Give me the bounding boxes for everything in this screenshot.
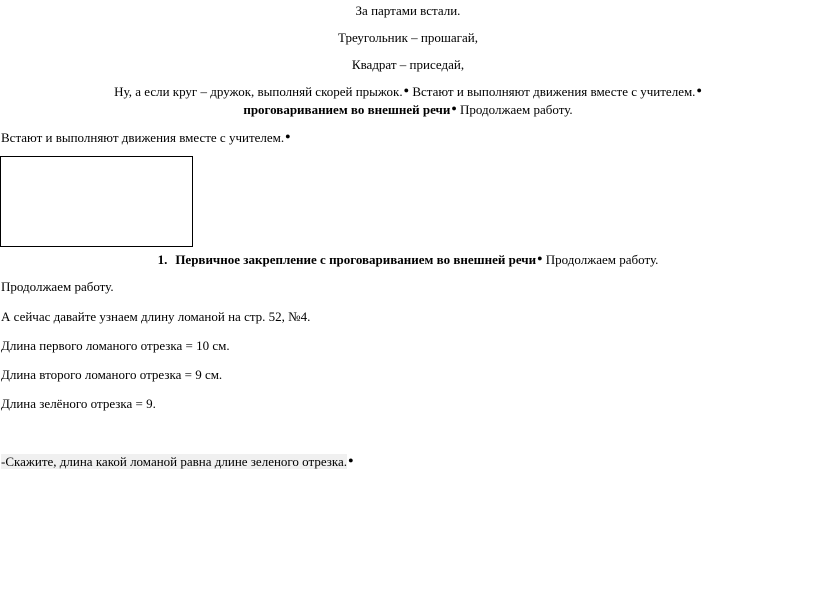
bullet-icon: ●	[537, 253, 543, 263]
body-paragraph-3: Длина первого ломаного отрезка = 10 см.	[1, 338, 230, 353]
body-paragraph-5: Длина зелёного отрезка = 9.	[1, 396, 156, 411]
poem-line-4	[0, 82, 816, 100]
section-heading	[0, 250, 816, 268]
poem-line-5-bold: проговариванием во внешней речи	[243, 102, 451, 117]
bullet-icon: ●	[451, 103, 457, 113]
poem-line-4-after: Встают и выполняют движения вместе с учителем.	[409, 84, 696, 99]
body-paragraph-2: А сейчас давайте узнаем длину ломаной на стр. 52, №4.	[1, 309, 311, 324]
image-frame	[0, 156, 193, 247]
repeat-line	[1, 128, 291, 146]
body-paragraph-1: Продолжаем работу.	[1, 279, 114, 294]
poem-line-4-text: Ну, а если круг – дружок, выполняй скорей прыжок.	[114, 84, 403, 99]
poem-line-5	[0, 100, 816, 118]
poem-line-2: Треугольник – прошагай,	[338, 30, 478, 45]
repeat-line-text: Встают и выполняют движения вместе с учителем.	[1, 130, 285, 145]
poem-line-5-after: Продолжаем работу.	[456, 102, 573, 117]
heading-number: 1.	[157, 252, 168, 267]
poem-line-1: За партами встали.	[355, 3, 461, 18]
body-paragraph-6	[1, 452, 354, 470]
question-text: -Скажите, длина какой ломаной равна длине зеленого отрезка.	[1, 454, 348, 469]
body-paragraph-4: Длина второго ломаного отрезка = 9 см.	[1, 367, 223, 382]
bullet-icon: ●	[696, 85, 702, 95]
poem-line-3: Квадрат – приседай,	[351, 57, 465, 72]
bullet-icon: ●	[348, 455, 354, 465]
bullet-icon: ●	[285, 131, 291, 141]
heading-after: Продолжаем работу.	[542, 252, 659, 267]
heading-bold: Первичное закрепление с проговариванием во внешней речи	[175, 252, 537, 267]
bullet-icon: ●	[403, 85, 410, 95]
